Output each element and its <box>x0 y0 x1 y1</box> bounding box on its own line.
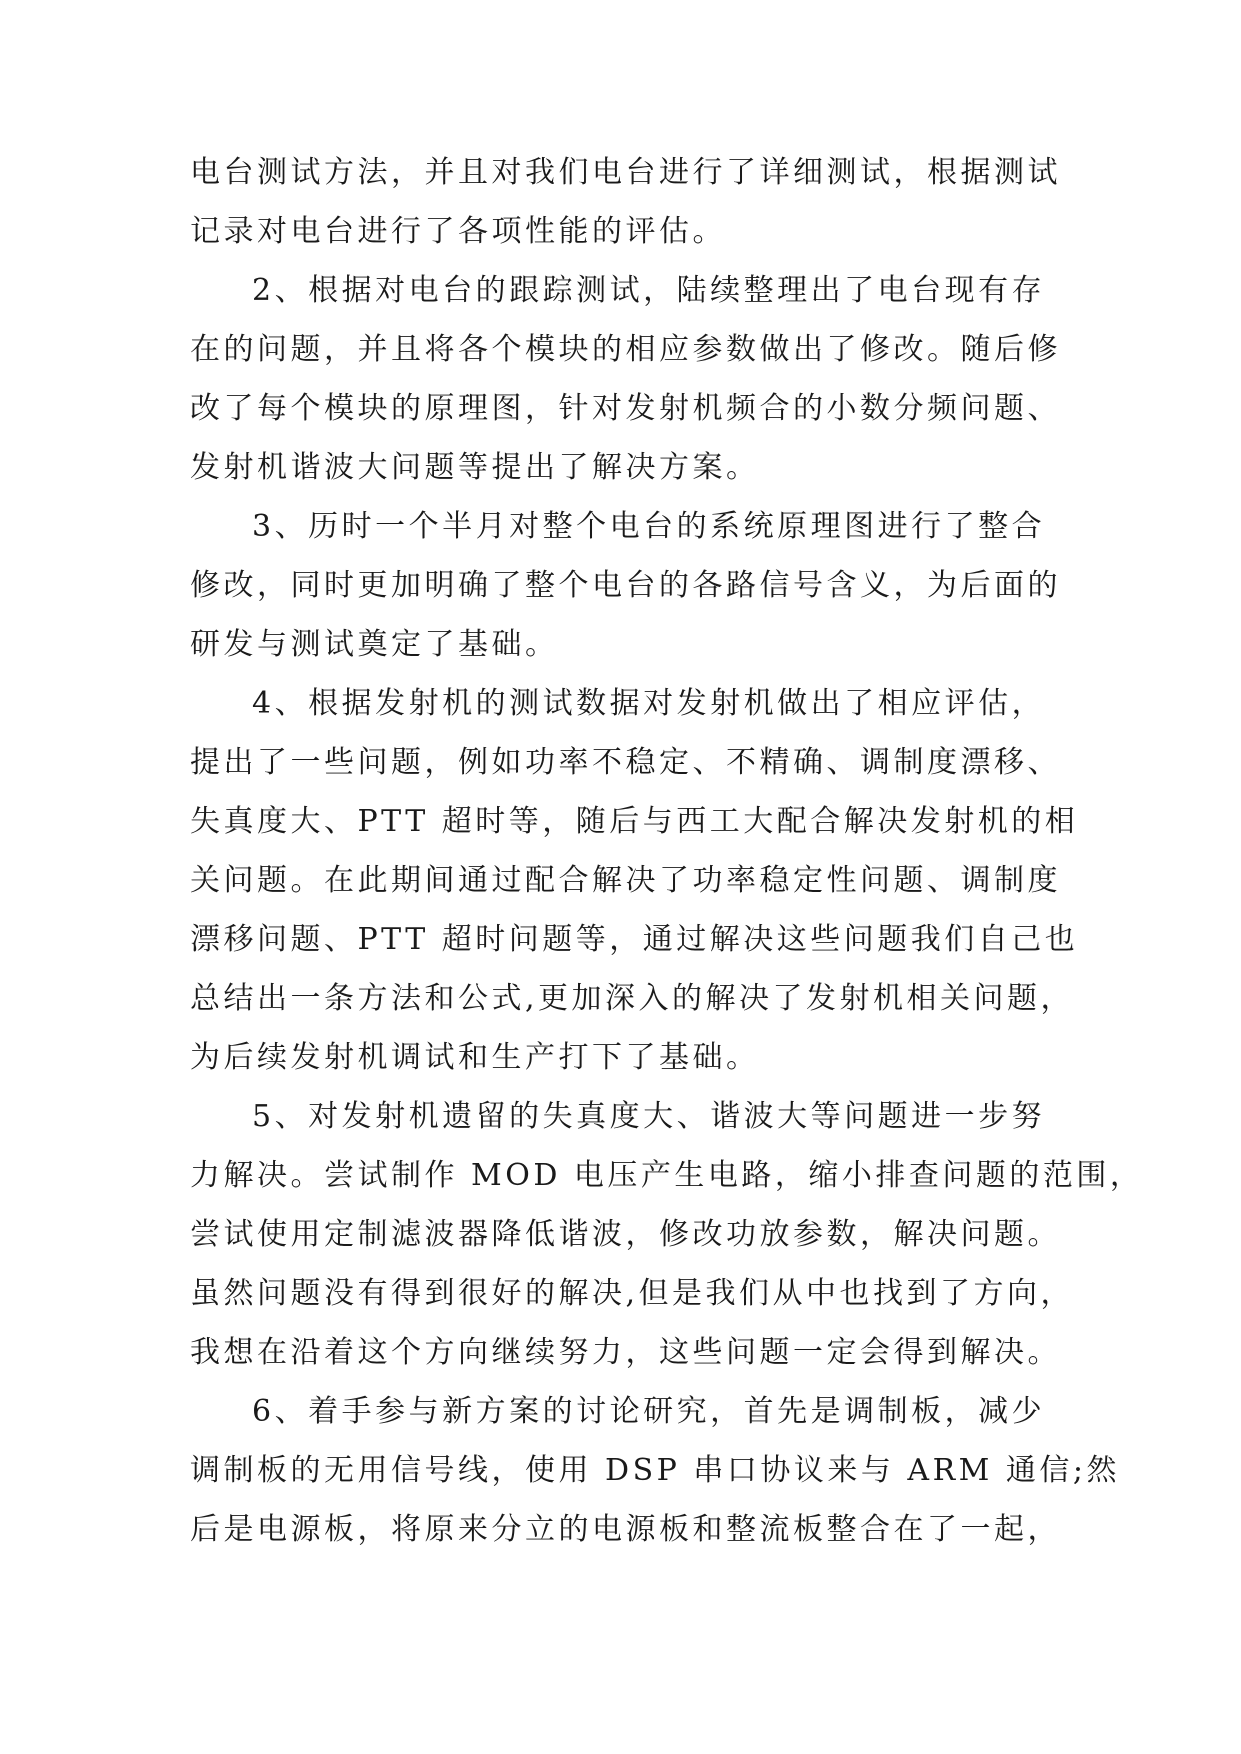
text-line: 关问题。在此期间通过配合解决了功率稳定性问题、调制度 <box>190 863 1061 898</box>
text-line: 3、历时一个半月对整个电台的系统原理图进行了整合 <box>252 509 1046 544</box>
text-line: 调制板的无用信号线，使用 DSP 串口协议来与 ARM 通信;然 <box>190 1453 1121 1488</box>
text-line: 改了每个模块的原理图，针对发射机频合的小数分频问题、 <box>190 391 1061 426</box>
text-line: 修改，同时更加明确了整个电台的各路信号含义，为后面的 <box>190 568 1061 603</box>
text-line: 漂移问题、PTT 超时问题等，通过解决这些问题我们自己也 <box>190 922 1079 957</box>
text-line: 总结出一条方法和公式,更加深入的解决了发射机相关问题， <box>190 981 1075 1016</box>
text-line: 失真度大、PTT 超时等，随后与西工大配合解决发射机的相 <box>190 804 1079 839</box>
text-line: 发射机谐波大问题等提出了解决方案。 <box>190 450 760 485</box>
text-line: 力解决。尝试制作 MOD 电压产生电路，缩小排查问题的范围， <box>190 1158 1144 1193</box>
text-line: 6、着手参与新方案的讨论研究，首先是调制板，减少 <box>252 1394 1046 1429</box>
text-line: 我想在沿着这个方向继续努力，这些问题一定会得到解决。 <box>190 1335 1061 1370</box>
text-line: 电台测试方法，并且对我们电台进行了详细测试，根据测试 <box>190 155 1061 190</box>
text-line: 提出了一些问题，例如功率不稳定、不精确、调制度漂移、 <box>190 745 1061 780</box>
text-line: 虽然问题没有得到很好的解决,但是我们从中也找到了方向， <box>190 1276 1075 1311</box>
text-line: 5、对发射机遗留的失真度大、谐波大等问题进一步努 <box>252 1099 1046 1134</box>
text-line: 4、根据发射机的测试数据对发射机做出了相应评估， <box>252 686 1046 721</box>
text-line: 研发与测试奠定了基础。 <box>190 627 559 662</box>
text-line: 为后续发射机调试和生产打下了基础。 <box>190 1040 760 1075</box>
text-line: 记录对电台进行了各项性能的评估。 <box>190 214 726 249</box>
text-line: 2、根据对电台的跟踪测试，陆续整理出了电台现有存 <box>252 273 1046 308</box>
document-page <box>190 155 1144 1574</box>
text-line: 尝试使用定制滤波器降低谐波，修改功放参数，解决问题。 <box>190 1217 1061 1252</box>
text-line: 在的问题，并且将各个模块的相应参数做出了修改。随后修 <box>190 332 1061 367</box>
text-line: 后是电源板，将原来分立的电源板和整流板整合在了一起， <box>190 1512 1061 1547</box>
